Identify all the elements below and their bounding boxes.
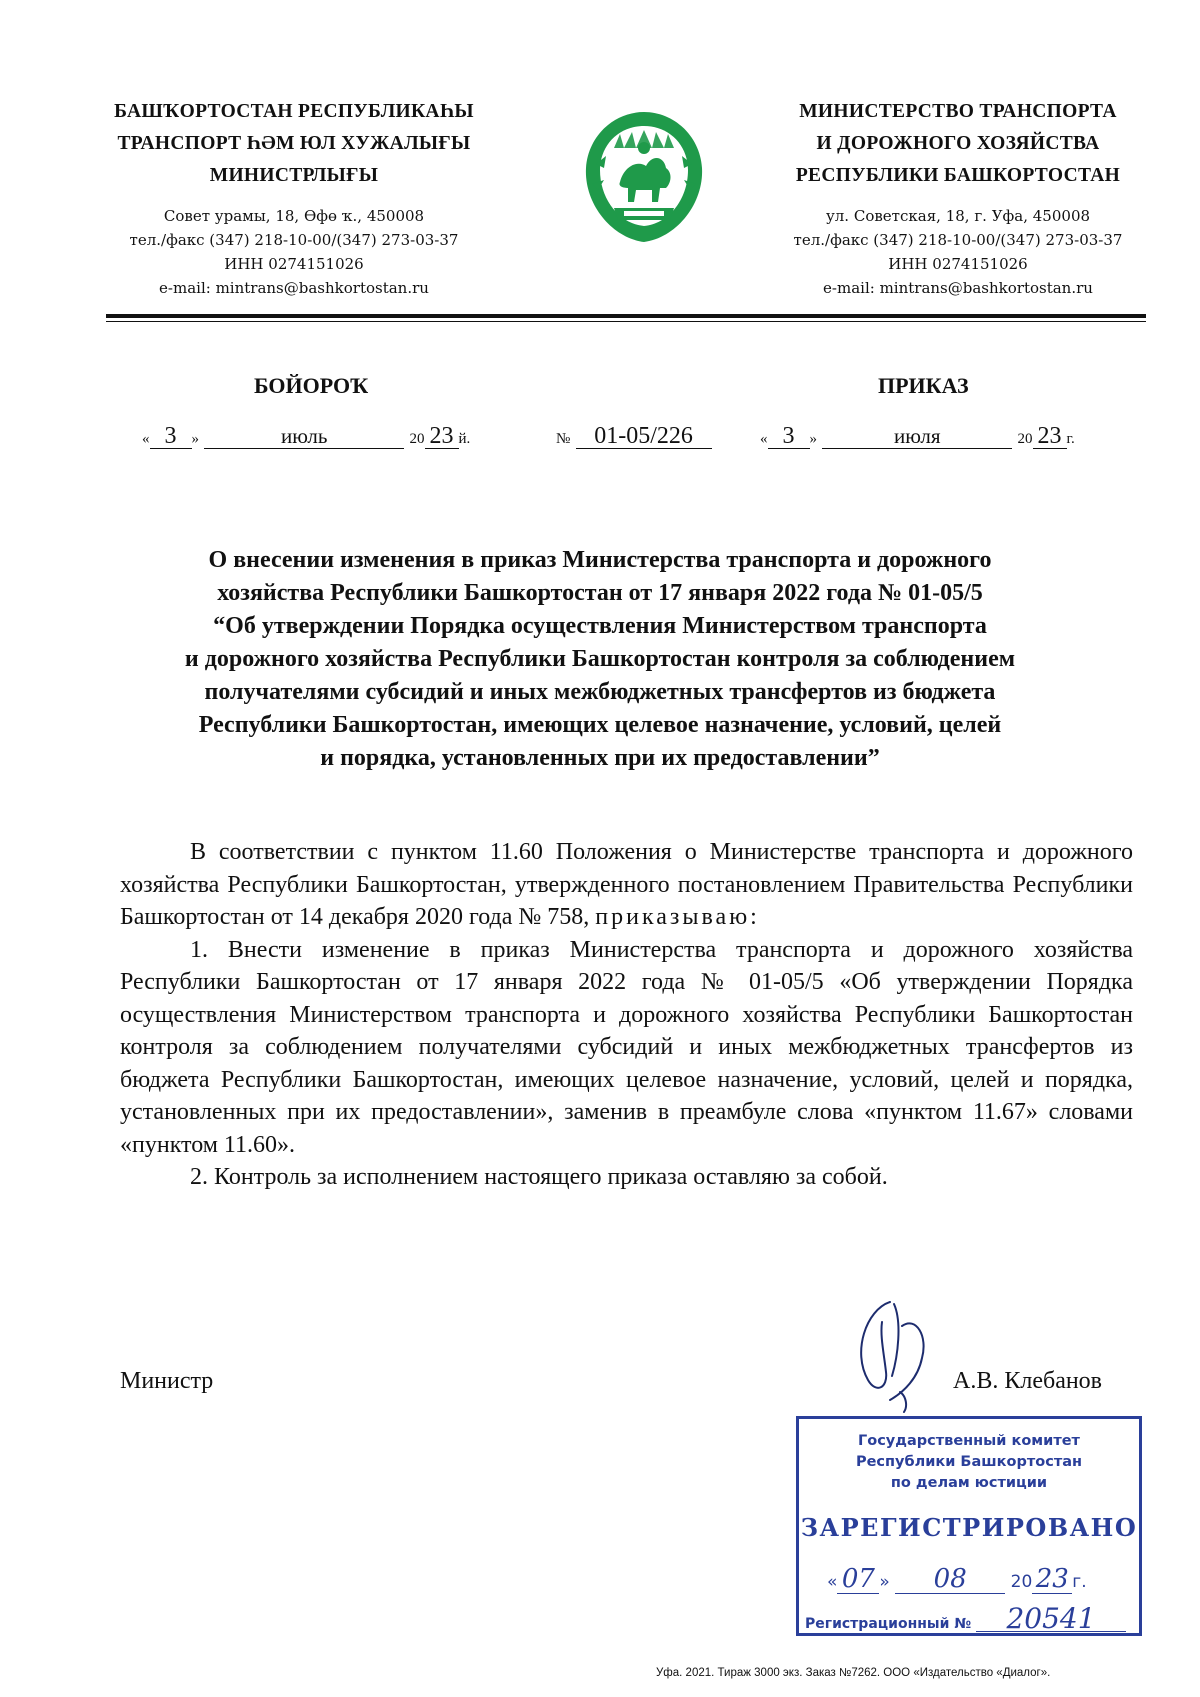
date-bashkir xyxy=(142,424,470,449)
title-line: “Об утверждении Порядка осуществления Министерством транспорта xyxy=(213,613,987,639)
printer-footer: Уфа. 2021. Тираж 3000 экз. Заказ №7262. ООО «Издательство «Диалог». xyxy=(656,1667,1051,1679)
inn-line: ИНН 0274151026 xyxy=(888,255,1028,273)
phone-line: тел./факс (347) 218-10-00/(347) 273-03-37 xyxy=(793,231,1123,249)
phone-line: тел./факс (347) 218-10-00/(347) 273-03-37 xyxy=(129,231,459,249)
quote-open: « xyxy=(827,1572,838,1592)
title-line: хозяйства Республики Башкортостан от 17 января 2022 года № 01-05/5 xyxy=(217,580,983,606)
title-line: Республики Башкортостан, имеющих целевое назначение, условий, целей xyxy=(198,712,1002,738)
header-right xyxy=(748,96,1168,300)
address-block-russian xyxy=(748,204,1168,300)
stamp-month: 08 xyxy=(895,1565,1005,1594)
email-line: e-mail: mintrans@bashkortostan.ru xyxy=(159,279,429,297)
doc-kind-bashkir: БОЙОРОҠ xyxy=(254,373,369,398)
ministry-name-line: МИНИСТРЛЫҒЫ xyxy=(209,165,379,186)
date-russian xyxy=(760,424,1075,449)
handwritten-signature xyxy=(842,1296,942,1416)
preamble-text: В соответствии с пунктом 11.60 Положения о Министерстве транспорта и дорожного хозяйства Республики Башкортостан, утвержденного постановлением Правительства Республики Башкортостан от 14 декабря 2020 года № 758, xyxy=(120,839,1133,930)
registration-stamp xyxy=(796,1416,1142,1636)
inn-line: ИНН 0274151026 xyxy=(224,255,364,273)
signatory-name: А.В. Клебанов xyxy=(953,1368,1103,1394)
ministry-name-line: И ДОРОЖНОГО ХОЗЯЙСТВА xyxy=(816,133,1100,154)
date-day: 3 xyxy=(150,424,192,449)
ministry-name-line: ТРАНСПОРТ ҺӘМ ЮЛ ХУЖАЛЫҒЫ xyxy=(117,133,471,154)
body-paragraph-2: 2. Контроль за исполнением настоящего приказа оставляю за собой. xyxy=(190,1164,888,1190)
number-label: № xyxy=(556,431,571,447)
stamp-date xyxy=(827,1565,1087,1594)
quote-close: » xyxy=(809,431,817,447)
year-suffix: г. xyxy=(1072,1572,1087,1592)
stamp-number-value: 20541 xyxy=(976,1607,1126,1632)
address-line: Совет урамы, 18, Өфө ҡ., 450008 xyxy=(163,207,425,225)
header-left xyxy=(84,96,504,300)
quote-close: » xyxy=(879,1572,890,1592)
stamp-year: 23 xyxy=(1032,1565,1072,1594)
ministry-name-line: РЕСПУБЛИКИ БАШКОРТОСТАН xyxy=(795,165,1121,186)
order-word: приказываю: xyxy=(595,904,760,930)
title-line: получателями субсидий и иных межбюджетных трансфертов из бюджета xyxy=(204,679,996,705)
quote-close: » xyxy=(191,431,199,447)
address-block-bashkir xyxy=(84,204,504,300)
body-paragraph-preamble xyxy=(120,836,1133,934)
date-year: 23 xyxy=(425,424,459,449)
date-year: 23 xyxy=(1033,424,1067,449)
stamp-day: 07 xyxy=(837,1565,879,1594)
signatory-role: Министр xyxy=(120,1368,214,1394)
doc-kind-russian: ПРИКАЗ xyxy=(878,373,969,398)
quote-open: « xyxy=(760,431,768,447)
stamp-agency-line: Республики Башкортостан xyxy=(855,1454,1083,1470)
ministry-name-line: МИНИСТЕРСТВО ТРАНСПОРТА xyxy=(799,101,1117,122)
number-value: 01-05/226 xyxy=(576,424,712,449)
stamp-registration-number xyxy=(805,1602,1126,1635)
year-prefix: 20 xyxy=(1010,1572,1033,1592)
stamp-agency-line: по делам юстиции xyxy=(890,1475,1048,1491)
doc-number xyxy=(556,424,712,449)
header-divider-thin xyxy=(106,321,1146,322)
document-title xyxy=(120,544,1080,775)
date-month: июля xyxy=(822,424,1012,449)
signature-icon xyxy=(842,1296,942,1416)
republic-emblem xyxy=(574,108,714,248)
address-line: ул. Советская, 18, г. Уфа, 450008 xyxy=(825,207,1091,225)
header-divider-thick xyxy=(106,314,1146,318)
ministry-name-russian xyxy=(748,96,1168,192)
title-line: О внесении изменения в приказ Министерства транспорта и дорожного xyxy=(208,547,992,573)
year-suffix: й. xyxy=(458,431,471,447)
stamp-number-label: Регистрационный № xyxy=(805,1616,972,1632)
title-line: и дорожного хозяйства Республики Башкортостан контроля за соблюдением xyxy=(184,646,1016,672)
year-prefix: 20 xyxy=(1017,431,1033,447)
bashkortostan-emblem-icon xyxy=(574,108,714,248)
quote-open: « xyxy=(142,431,150,447)
email-line: e-mail: mintrans@bashkortostan.ru xyxy=(823,279,1093,297)
year-prefix: 20 xyxy=(409,431,425,447)
document-body xyxy=(120,836,1133,1194)
stamp-agency xyxy=(799,1431,1139,1494)
year-suffix: г. xyxy=(1066,431,1075,447)
title-line: и порядка, установленных при их предоставлении” xyxy=(320,745,880,771)
stamp-agency-line: Государственный комитет xyxy=(858,1433,1080,1449)
ministry-name-bashkir xyxy=(84,96,504,192)
date-day: 3 xyxy=(768,424,810,449)
ministry-name-line: БАШҠОРТОСТАН РЕСПУБЛИКАҺЫ xyxy=(114,101,474,122)
body-paragraph-1: 1. Внести изменение в приказ Министерства транспорта и дорожного хозяйства Республики Башкортостан от 17 января 2022 года № 01-05/5 «Об утверждении Порядка осуществления Министерством транспорта и дорожного хозяйства Республики Башкортостан контроля за соблюдением получателями субсидий и иных межбюджетных трансфертов из бюджета Республики Башкортостан, имеющих целевое назначение, условий, целей и порядка, установленных при их предоставлении», заменив в преамбуле слова «пунктом 11.67» словами «пунктом 11.60». xyxy=(120,936,1133,1158)
stamp-status: ЗАРЕГИСТРИРОВАНО xyxy=(800,1513,1138,1542)
date-month: июль xyxy=(204,424,404,449)
